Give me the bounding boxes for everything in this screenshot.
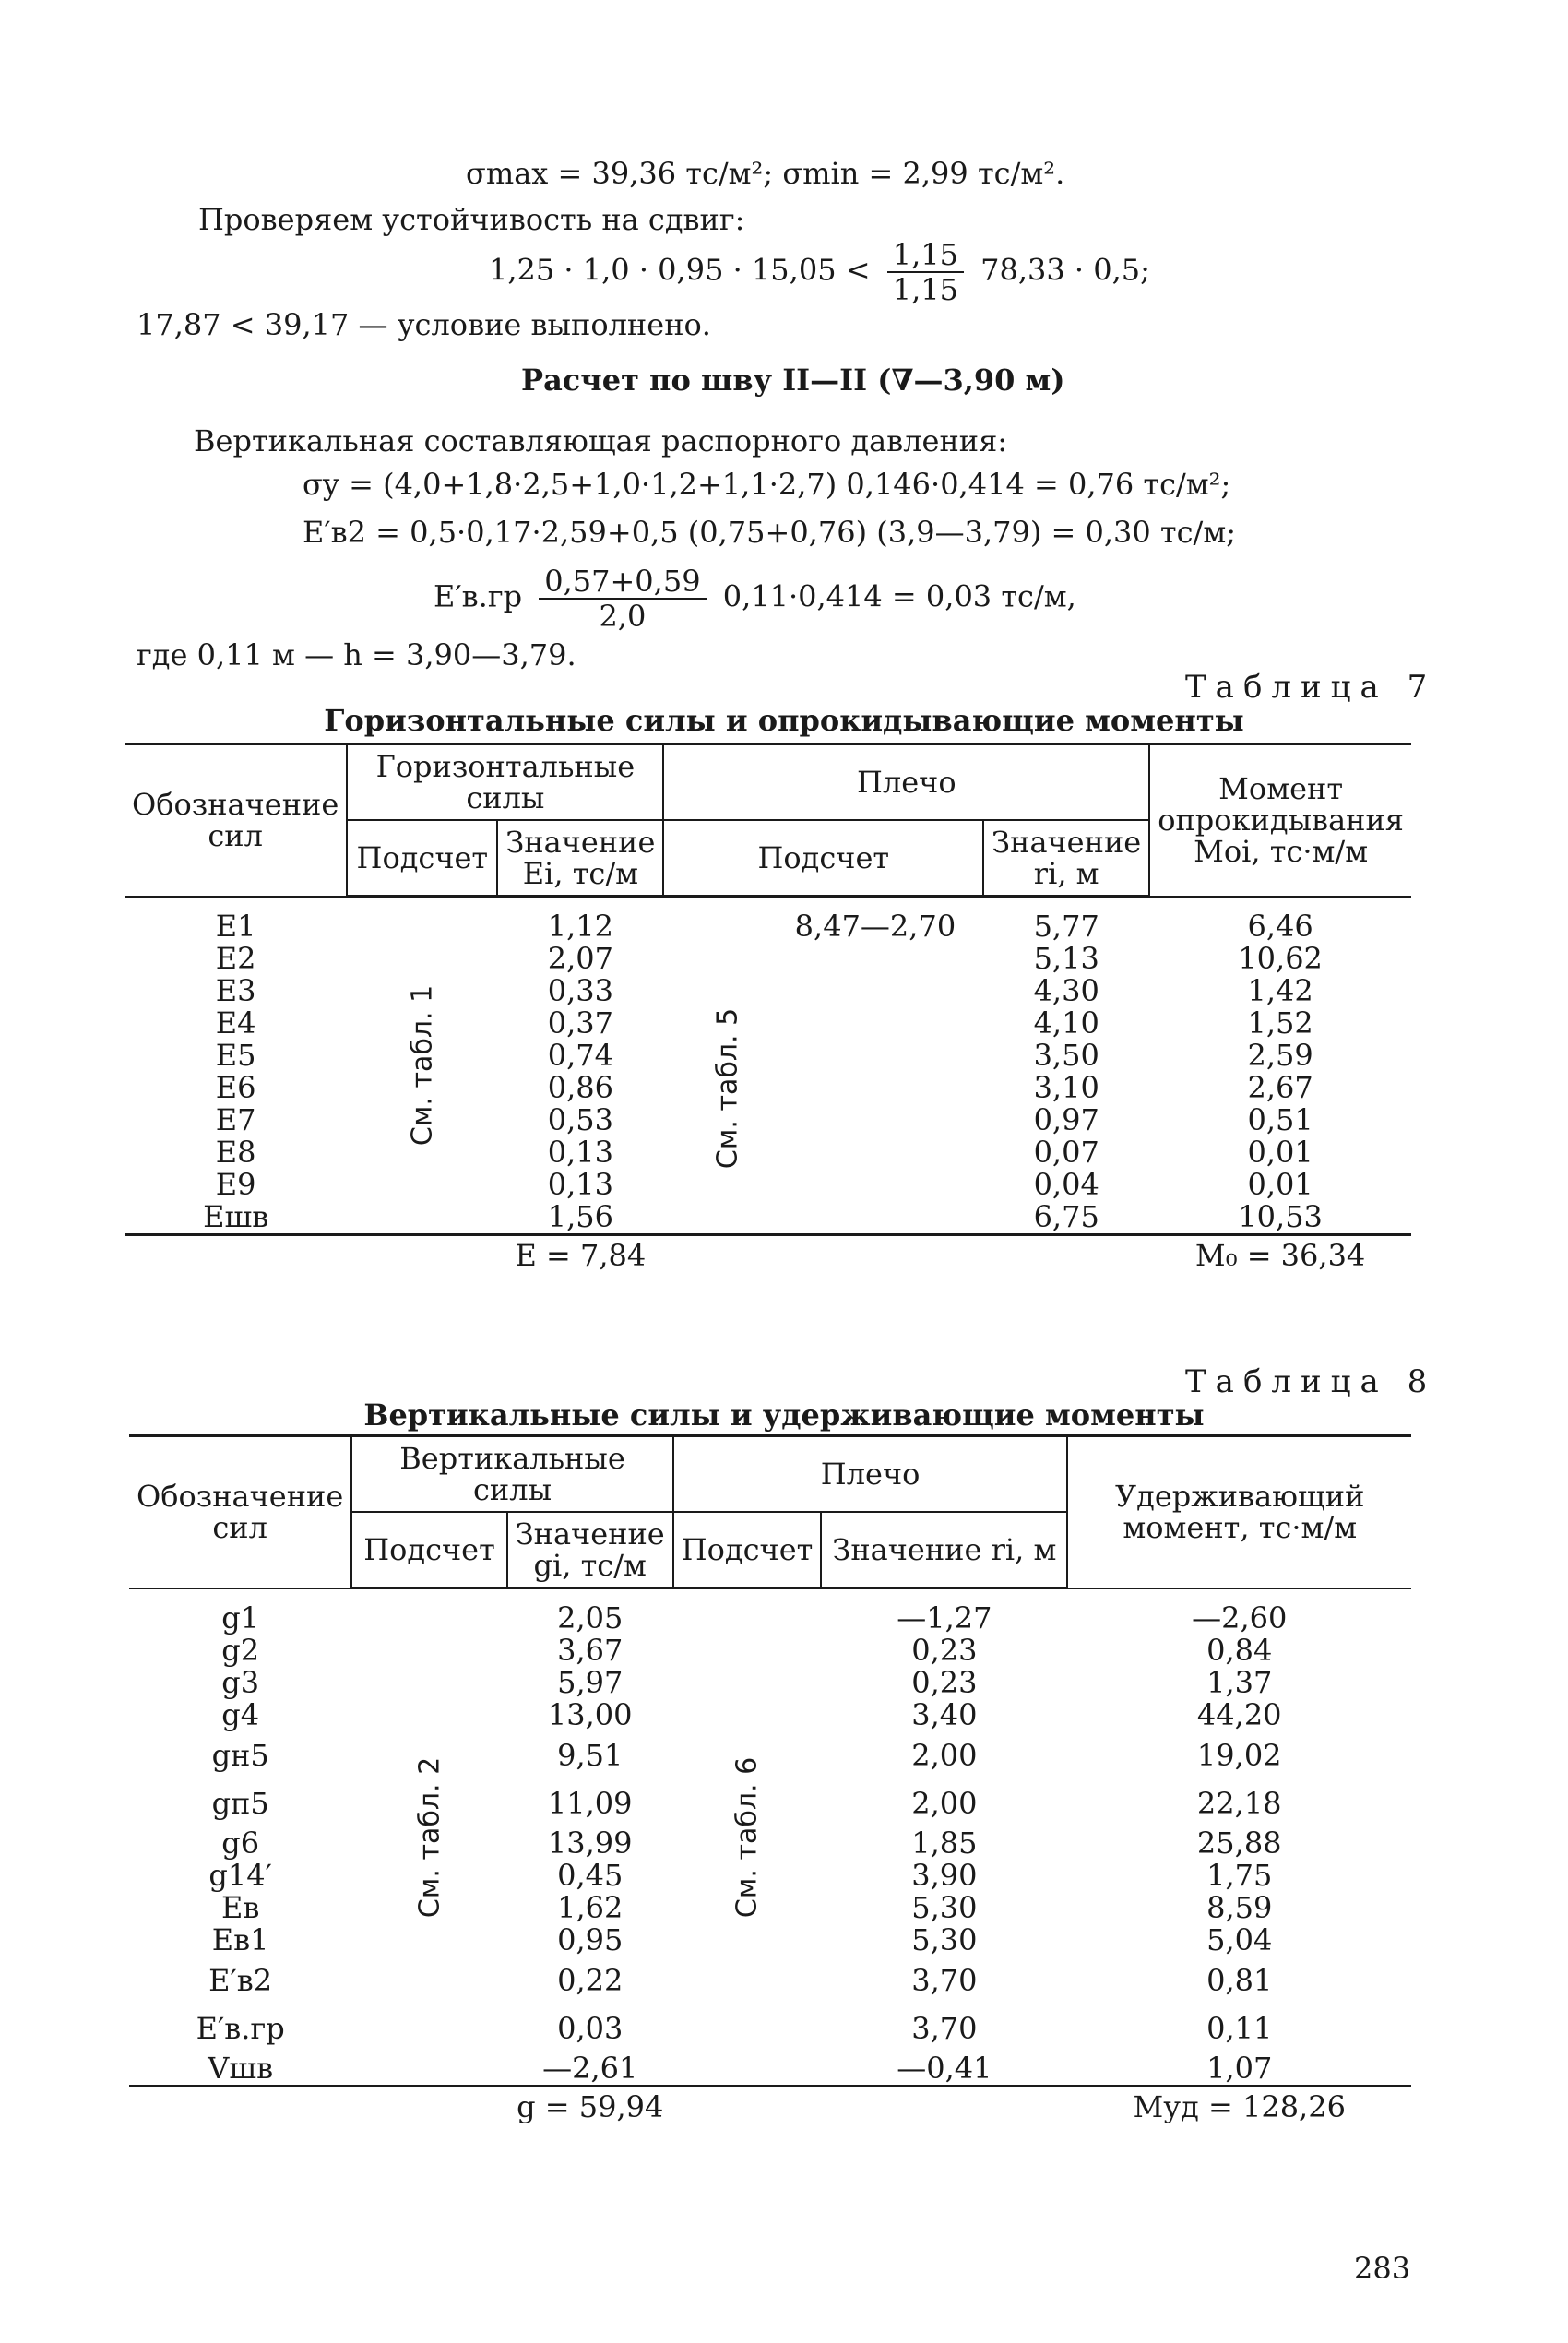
table7-header-calc2: Подсчет: [663, 820, 983, 897]
moment-value: 10,62: [1238, 941, 1323, 976]
force-name: Eв1: [211, 1922, 269, 1957]
force-name: E5: [215, 1038, 256, 1073]
moment-value: 10,53: [1238, 1199, 1323, 1234]
shift-formula: [489, 238, 1150, 306]
moment-value: 25,88: [1196, 1826, 1282, 1861]
force-name: g1: [221, 1600, 260, 1635]
e-vgr-formula: [434, 565, 1076, 633]
table8-header-designation: Обозначение сил: [129, 1436, 351, 1588]
force-value: 0,95: [557, 1922, 624, 1957]
arm-value: 4,30: [1033, 973, 1099, 1008]
table7-caption: Таблица 7: [1185, 669, 1437, 706]
arm-value: 0,23: [911, 1633, 978, 1668]
table7-header-moment: Момент опрокидывания Moi, тс·м/м: [1149, 744, 1411, 897]
table8-total-forces: g = 59,94: [507, 2087, 673, 2124]
table-row: [125, 943, 1411, 975]
table8-header-value-g: Значение gi, тс/м: [507, 1512, 673, 1588]
moment-value: 6,46: [1247, 908, 1313, 944]
force-name: g4: [221, 1697, 260, 1732]
where-text: где 0,11 м — h = 3,90—3,79.: [137, 637, 576, 672]
arm-calc: 8,47—2,70: [794, 909, 956, 944]
force-value: 0,74: [547, 1038, 613, 1073]
table8-total-moment: Mуд = 128,26: [1067, 2087, 1411, 2124]
formula-fraction: [887, 238, 964, 306]
e-vgr-right: 0,11·0,414 = 0,03 тс/м,: [722, 578, 1076, 614]
table7-total-moment: M₀ = 36,34: [1149, 1235, 1411, 1273]
table7-header-forces: Горизонтальные силы: [347, 744, 663, 821]
force-value: 13,99: [547, 1826, 633, 1861]
e-vgr-numerator: 0,57+0,59: [539, 565, 706, 600]
moment-value: 0,81: [1206, 1962, 1273, 1998]
force-value: 1,12: [547, 909, 613, 944]
moment-value: 2,67: [1247, 1070, 1313, 1105]
force-name: gн5: [211, 1737, 269, 1773]
table7-total-forces: E = 7,84: [497, 1235, 663, 1273]
force-value: 0,37: [547, 1005, 613, 1041]
e-v2-formula: E′в2 = 0,5·0,17·2,59+0,5 (0,75+0,76) (3,9—3,79) = 0,30 тс/м;: [303, 515, 1236, 550]
force-value: 0,03: [557, 2010, 624, 2046]
e-vgr-denominator: 2,0: [599, 599, 647, 634]
table7-title: Горизонтальные силы и опрокидывающие моменты: [324, 703, 1244, 738]
table7-header-designation: Обозначение сил: [125, 744, 347, 897]
arm-value: —1,27: [897, 1600, 992, 1635]
arm-value: 0,04: [1033, 1167, 1099, 1202]
force-value: —2,61: [542, 2051, 638, 2086]
moment-value: 0,51: [1247, 1102, 1313, 1137]
condition-text: 17,87 < 39,17 — условие выполнено.: [137, 307, 711, 342]
force-name: E′в.гр: [196, 2010, 285, 2046]
moment-value: 2,59: [1247, 1038, 1313, 1073]
table8-header-arm: Плечо: [673, 1436, 1068, 1513]
force-value: 11,09: [547, 1785, 633, 1821]
force-value: 5,97: [557, 1665, 624, 1700]
arm-value: 5,30: [911, 1890, 978, 1925]
force-name: E9: [215, 1167, 256, 1202]
force-name: Eв: [220, 1890, 260, 1925]
arm-value: 3,90: [911, 1858, 978, 1893]
force-value: 3,67: [557, 1633, 624, 1668]
e-vgr-fraction: [539, 565, 706, 633]
moment-value: 1,07: [1206, 2051, 1273, 2086]
table8-ref-forces: См. табл. 2: [413, 1756, 445, 1918]
force-name: Eшв: [203, 1199, 269, 1234]
arm-value: 1,85: [911, 1826, 978, 1861]
force-value: 1,62: [557, 1890, 624, 1925]
force-name: g14′: [208, 1858, 272, 1893]
force-value: 9,51: [557, 1737, 624, 1773]
force-value: 0,86: [547, 1070, 613, 1105]
moment-value: 1,42: [1247, 973, 1313, 1008]
page-number: 283: [1354, 2251, 1411, 2286]
arm-value: 0,07: [1033, 1135, 1099, 1170]
force-value: 0,13: [547, 1135, 613, 1170]
moment-value: 44,20: [1196, 1697, 1282, 1732]
force-name: E4: [215, 1005, 256, 1041]
table7-header-value-r: Значение ri, м: [983, 820, 1149, 897]
formula-numerator: 1,15: [887, 238, 964, 273]
arm-value: 5,77: [1033, 909, 1099, 944]
table8-header-calc2: Подсчет: [673, 1512, 822, 1588]
table-row: [129, 1588, 1411, 1635]
force-name: E2: [215, 941, 256, 976]
arm-value: 3,70: [911, 1962, 978, 1998]
force-value: 2,05: [557, 1600, 624, 1635]
moment-value: 1,75: [1206, 1858, 1273, 1893]
force-name: g3: [221, 1665, 260, 1700]
arm-value: 5,30: [911, 1922, 978, 1957]
table7: [125, 743, 1411, 1272]
force-name: g2: [221, 1633, 260, 1668]
force-value: 0,45: [557, 1858, 624, 1893]
moment-value: —2,60: [1192, 1600, 1288, 1635]
force-value: 1,56: [547, 1199, 613, 1234]
arm-value: 3,50: [1033, 1038, 1099, 1073]
moment-value: 19,02: [1196, 1737, 1282, 1773]
check-shift-text: Проверяем устойчивость на сдвиг:: [198, 202, 745, 237]
moment-value: 1,37: [1206, 1665, 1273, 1700]
table8-header-moment: Удерживающий момент, тс·м/м: [1067, 1436, 1411, 1588]
force-value: 0,53: [547, 1102, 613, 1137]
table7-header-value-e: Значение Ei, тс/м: [497, 820, 663, 897]
arm-value: 3,70: [911, 2010, 978, 2046]
arm-value: —0,41: [897, 2051, 992, 2086]
sigma-line: σmax = 39,36 тс/м²; σmin = 2,99 тс/м².: [466, 156, 1065, 191]
force-name: E′в2: [208, 1962, 273, 1998]
moment-value: 22,18: [1196, 1785, 1282, 1821]
arm-value: 3,40: [911, 1697, 978, 1732]
force-name: gп5: [211, 1785, 269, 1821]
arm-value: 0,97: [1033, 1102, 1099, 1137]
force-value: 0,22: [557, 1962, 624, 1998]
force-name: E1: [215, 908, 256, 944]
table7-ref-forces: См. табл. 1: [406, 984, 439, 1147]
force-value: 0,33: [547, 973, 613, 1008]
formula-right: 78,33 · 0,5;: [980, 252, 1150, 288]
section-title: Расчет по шву II—II (∇—3,90 м): [521, 363, 1065, 398]
moment-value: 8,59: [1206, 1890, 1273, 1925]
table-row: [125, 897, 1411, 944]
table8-header-calc: Подсчет: [351, 1512, 506, 1588]
force-name: E6: [215, 1070, 256, 1105]
arm-value: 3,10: [1033, 1070, 1099, 1105]
formula-left: 1,25 · 1,0 · 0,95 · 15,05 <: [489, 252, 871, 288]
moment-value: 0,01: [1247, 1167, 1313, 1202]
table8-header-forces: Вертикальные силы: [351, 1436, 672, 1513]
sigma-y-formula: σy = (4,0+1,8·2,5+1,0·1,2+1,1·2,7) 0,146·0,414 = 0,76 тс/м²;: [303, 467, 1231, 502]
force-value: 2,07: [547, 941, 613, 976]
force-value: 13,00: [547, 1697, 633, 1732]
arm-value: 4,10: [1033, 1005, 1099, 1041]
moment-value: 0,11: [1206, 2010, 1273, 2046]
table8-caption: Таблица 8: [1185, 1363, 1437, 1400]
moment-value: 1,52: [1247, 1005, 1313, 1041]
table7-header-arm: Плечо: [663, 744, 1149, 821]
force-name: E8: [215, 1135, 256, 1170]
arm-value: 5,13: [1033, 941, 1099, 976]
force-name: E3: [215, 973, 256, 1008]
moment-value: 0,01: [1247, 1135, 1313, 1170]
arm-value: 6,75: [1033, 1199, 1099, 1234]
table8-ref-arm: См. табл. 6: [731, 1756, 764, 1918]
e-vgr-label: E′в.гр: [434, 578, 523, 614]
table7-header-calc: Подсчет: [347, 820, 497, 897]
formula-denominator: 1,15: [892, 272, 958, 307]
table8-header-value-r: Значение ri, м: [821, 1512, 1067, 1588]
force-name: Vшв: [208, 2051, 274, 2086]
vertical-component-text: Вертикальная составляющая распорного давления:: [194, 423, 1008, 458]
moment-value: 5,04: [1206, 1922, 1273, 1957]
force-name: g6: [221, 1826, 260, 1861]
moment-value: 0,84: [1206, 1633, 1273, 1668]
arm-value: 2,00: [911, 1785, 978, 1821]
force-name: E7: [215, 1102, 256, 1137]
table7-ref-arm: См. табл. 5: [711, 1007, 744, 1169]
table8-title: Вертикальные силы и удерживающие моменты: [363, 1397, 1205, 1433]
arm-value: 2,00: [911, 1737, 978, 1773]
force-value: 0,13: [547, 1167, 613, 1202]
arm-value: 0,23: [911, 1665, 978, 1700]
table8: [129, 1434, 1411, 2123]
